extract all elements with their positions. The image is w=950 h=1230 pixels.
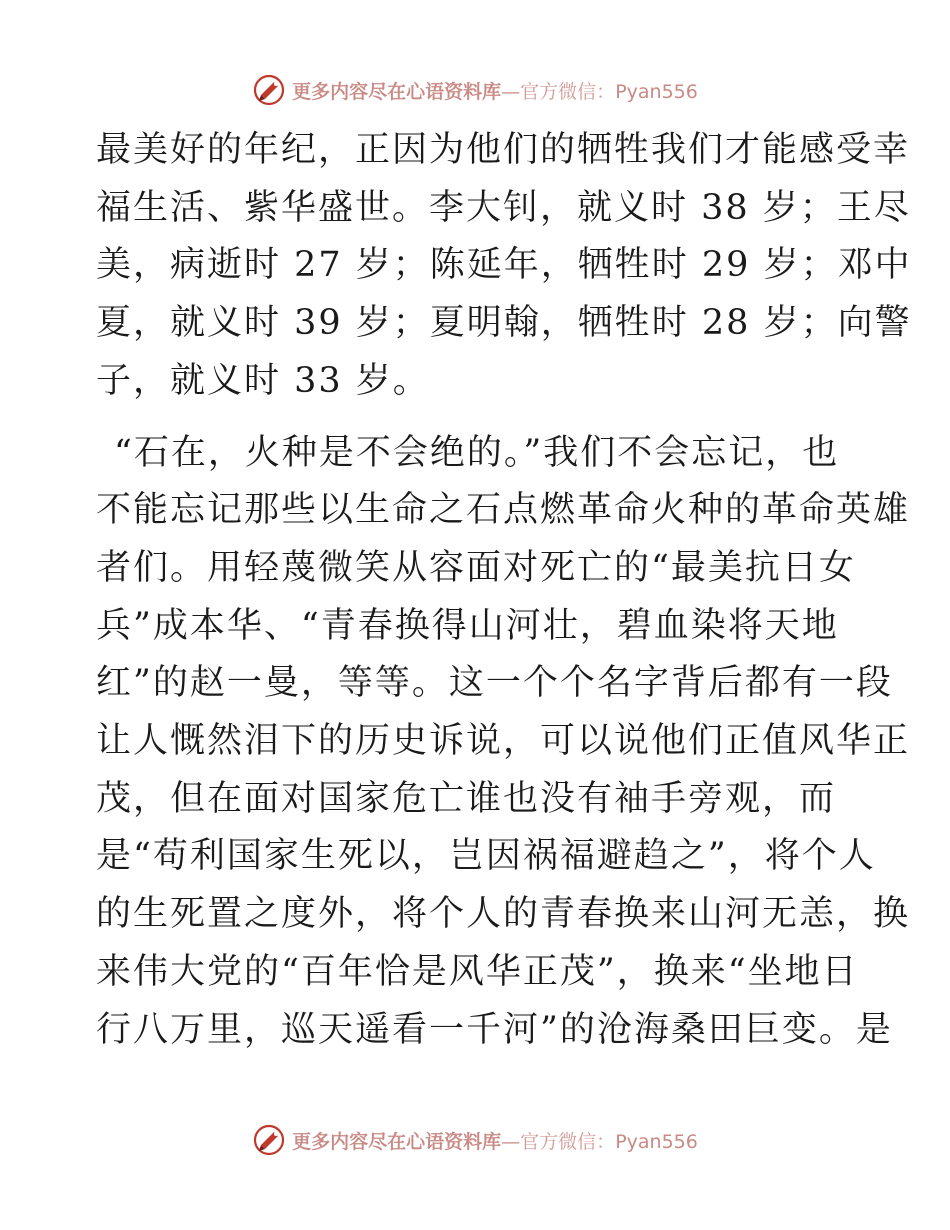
- header-dash: —: [501, 80, 521, 103]
- paragraph-line: 红”的赵一曼，等等。这一个个名字背后都有一段: [96, 663, 893, 704]
- logo-icon: [252, 73, 286, 107]
- paragraph-line: 不能忘记那些以生命之石点燃革命火种的革命英雄: [96, 490, 911, 531]
- paragraph-line: 茂，但在面对国家危亡谁也没有袖手旁观，而: [96, 778, 837, 819]
- logo-icon: [252, 1123, 286, 1157]
- paragraph-2: [96, 425, 911, 1060]
- paragraph-line: 让人慨然泪下的历史诉说，可以说他们正值风华正: [96, 721, 911, 762]
- page-footer-banner: [0, 1120, 950, 1160]
- footer-main-text: 更多内容尽在心语资料库: [292, 1130, 502, 1153]
- paragraph-line: 美，病逝时 27 岁；陈延年，牺牲时 29 岁；邓中: [96, 245, 912, 286]
- paragraph-line: “石在，火种是不会绝的。”我们不会忘记，也: [114, 432, 840, 473]
- header-wechat-label: 官方微信：: [520, 80, 616, 103]
- document-body: [96, 122, 912, 1059]
- paragraph-line: 福生活、紫华盛世。李大钊，就义时 38 岁；王尽: [96, 187, 911, 228]
- paragraph-line: 最美好的年纪，正因为他们的牺牲我们才能感受幸: [96, 130, 911, 170]
- paragraph-line: 行八万里，巡天遥看一千河”的沧海桑田巨变。是: [96, 1009, 893, 1050]
- paragraph-line: 兵”成本华、“青春换得山河壮，碧血染将天地: [96, 605, 839, 646]
- paragraph-line: 者们。用轻蔑微笑从容面对死亡的“最美抗日女: [96, 547, 856, 588]
- paragraph-line: 夏，就义时 39 岁；夏明翰，牺牲时 28 岁；向警: [96, 303, 912, 344]
- header-wechat-id: Pyan556: [615, 80, 698, 103]
- paragraph-line: 子，就义时 33 岁。: [96, 360, 430, 401]
- header-text: [292, 77, 698, 104]
- paragraph-line: 来伟大党的“百年恰是风华正茂”，换来“坐地日: [96, 951, 859, 992]
- footer-wechat-id: Pyan556: [615, 1130, 698, 1153]
- header-main-text: 更多内容尽在心语资料库: [292, 80, 502, 103]
- paragraph-1: [96, 122, 912, 411]
- footer-dash: —: [501, 1130, 521, 1153]
- footer-text: [292, 1127, 698, 1154]
- footer-wechat-label: 官方微信：: [520, 1130, 616, 1153]
- page-header-banner: [0, 70, 950, 110]
- paragraph-line: 的生死置之度外，将个人的青春换来山河无恙，换: [96, 894, 911, 935]
- paragraph-line: 是“苟利国家生死以，岂因祸福避趋之”，将个人: [96, 836, 876, 877]
